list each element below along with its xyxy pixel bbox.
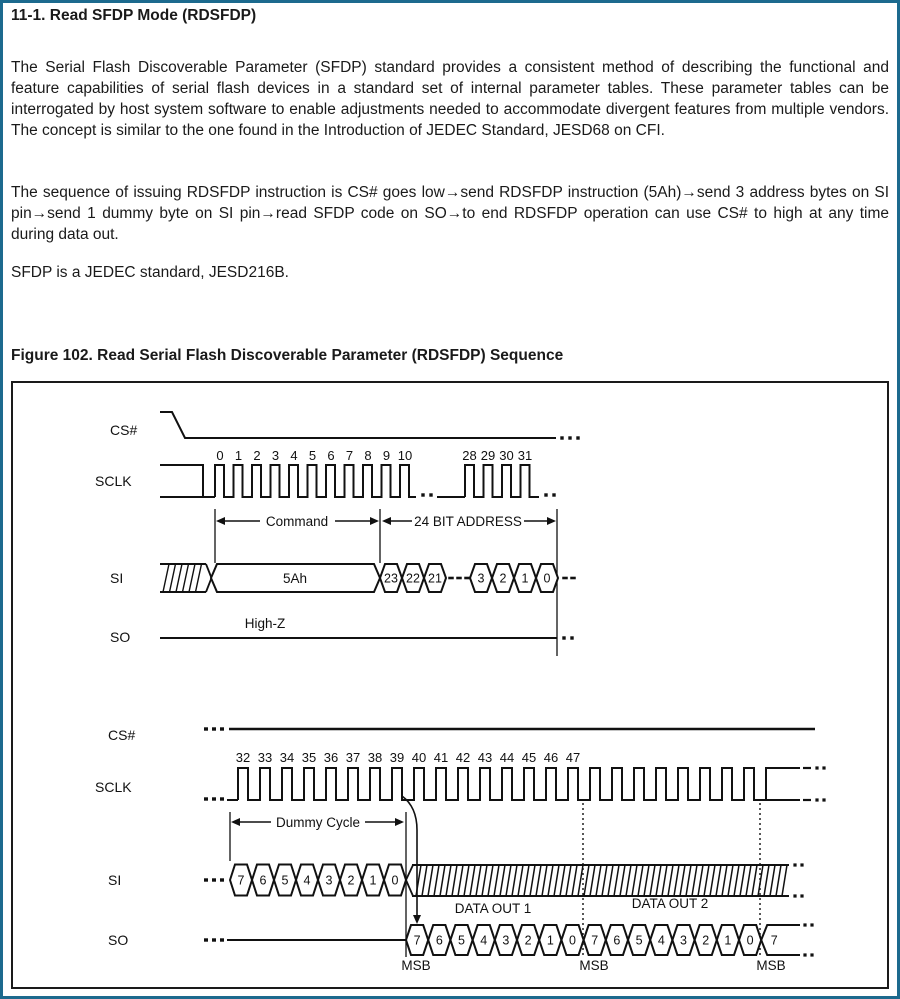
bit-cell-label: 22	[406, 571, 420, 586]
bit-cell-label: 23	[384, 571, 398, 586]
bit-cell	[318, 865, 340, 896]
panel1-sclk-signal	[95, 448, 556, 497]
clock-number: 37	[345, 750, 361, 765]
hatch-line	[434, 865, 439, 896]
hatch-line	[530, 865, 535, 896]
bit-cell	[296, 865, 318, 896]
hatch-line	[608, 865, 613, 896]
bit-cell-label: 3	[680, 933, 687, 948]
clock-number: 33	[257, 750, 273, 765]
continuation-dashes	[562, 577, 568, 580]
hatch-line	[578, 865, 583, 896]
hatch-line	[428, 865, 433, 896]
bit-cell	[672, 925, 694, 955]
continuation-dots	[815, 798, 818, 801]
bit-cell	[380, 564, 402, 592]
bit-cell	[695, 925, 717, 955]
paragraph-jedec-standard: SFDP is a JEDEC standard, JESD216B.	[11, 264, 289, 281]
hatch-line	[596, 865, 601, 896]
hatch-line	[163, 564, 169, 592]
bit-cell	[517, 925, 539, 955]
clock-number: 36	[323, 750, 339, 765]
signal-label-cs: CS#	[110, 422, 138, 438]
hatch-line	[746, 865, 751, 896]
bit-cell	[424, 564, 446, 592]
crossover	[406, 880, 413, 896]
hatch-line	[662, 865, 667, 896]
bit-cell	[384, 865, 406, 896]
continuation-dots	[800, 863, 803, 866]
bit-cell-label: 5	[281, 873, 289, 888]
continuation-dots	[793, 894, 796, 897]
bit-cell	[428, 925, 450, 955]
hatch-line	[614, 865, 619, 896]
clock-number: 6	[327, 448, 335, 463]
hatch-line	[626, 865, 631, 896]
continuation-dots	[204, 938, 208, 941]
bit-cell-label: 2	[499, 571, 507, 586]
hatch-line	[560, 865, 565, 896]
paragraph-rdsfdp-sequence: The sequence of issuing RDSFDP instruction is CS# goes low→send RDSFDP instruction (5Ah)→send 3 address bytes on SI pin→send 1 dummy byte on SI pin→read SFDP code on SO→to end RDSFDP operation can use CS# to high at any time during data out.	[11, 184, 889, 243]
sclk-train-a	[215, 465, 416, 497]
clock-number: 38	[367, 750, 383, 765]
hatch-line	[183, 564, 189, 592]
figure-frame	[11, 381, 889, 989]
bit-cell	[340, 865, 362, 896]
hatch-line	[728, 865, 733, 896]
bit-cell-label: 4	[657, 933, 665, 948]
continuation-dots	[212, 878, 216, 881]
continuation-dots	[552, 493, 555, 496]
hatch-line	[650, 865, 655, 896]
continuation-dots	[220, 727, 224, 730]
hatch-line	[770, 865, 775, 896]
hatch-line	[572, 865, 577, 896]
bit-cell-label: 3	[325, 873, 333, 888]
hatch-line	[764, 865, 769, 896]
continuation-dots	[562, 636, 565, 639]
bit-cell-label: 7	[591, 933, 599, 948]
sclk-train-b	[465, 465, 539, 497]
continuation-dots	[822, 798, 825, 801]
clock-number: 9	[382, 448, 391, 463]
bit-cell	[252, 865, 274, 896]
bit-cell-label: 0	[569, 933, 576, 948]
continuation-dots	[220, 797, 224, 800]
continuation-dots	[822, 766, 825, 769]
address-span-label: 24 BIT ADDRESS	[414, 514, 522, 529]
clock-number: 45	[521, 750, 537, 765]
hatch-line	[752, 865, 757, 896]
hatch-line	[506, 865, 511, 896]
panel1-si-signal	[110, 564, 576, 592]
clock-number: 47	[565, 750, 581, 765]
bit-cell	[606, 925, 628, 955]
crossover	[406, 865, 413, 880]
msb-label: MSB	[401, 958, 431, 973]
open-cell-bottom	[761, 940, 800, 955]
bit-cell	[739, 925, 761, 955]
clock-number: 40	[411, 750, 427, 765]
continuation-dots	[810, 923, 813, 926]
bit-cell-label: 1	[546, 933, 554, 948]
continuation-dots	[204, 727, 208, 730]
signal-label-si: SI	[110, 570, 124, 586]
continuation-dots	[810, 953, 813, 956]
hatch-line	[470, 865, 475, 896]
bit-cell	[492, 564, 514, 592]
clock-number: 39	[389, 750, 405, 765]
signal-label-sclk: SCLK	[95, 779, 132, 795]
open-cell-top	[761, 925, 800, 940]
continuation-dots	[212, 938, 216, 941]
command-cell-value: 5Ah	[282, 571, 308, 586]
dummy-cycle-label: Dummy Cycle	[275, 815, 361, 830]
hatch-line	[440, 865, 445, 896]
hatch-line	[482, 865, 487, 896]
data-out2-label: DATA OUT 2	[631, 896, 709, 911]
clock-number: 2	[253, 448, 261, 463]
bit-cell	[584, 925, 606, 955]
data-out1-label: DATA OUT 1	[454, 901, 532, 916]
clock-number: 35	[301, 750, 317, 765]
clock-number: 5	[308, 448, 317, 463]
gap-dashes	[464, 577, 470, 580]
bit-cell-label: 7	[237, 873, 245, 888]
msb-arrow-curve	[402, 796, 417, 916]
clock-number: 31	[517, 448, 533, 463]
hatch-line	[734, 865, 739, 896]
cs-trace	[160, 412, 556, 438]
command-span-label: Command	[265, 514, 329, 529]
sclk-train	[238, 768, 766, 800]
signal-label-cs: CS#	[108, 727, 136, 743]
continuation-dots	[204, 878, 208, 881]
hatch-line	[692, 865, 697, 896]
continuation-dots	[421, 493, 424, 496]
bit-cell-label: 2	[524, 933, 532, 948]
hatch-line	[518, 865, 523, 896]
clock-number: 28	[462, 448, 477, 463]
section-heading: 11-1. Read SFDP Mode (RDSFDP)	[11, 7, 257, 24]
continuation-dots	[793, 863, 796, 866]
hatch-line	[740, 865, 745, 896]
hatch-line	[686, 865, 691, 896]
bit-cell	[274, 865, 296, 896]
bit-cell	[230, 865, 252, 896]
signal-label-sclk: SCLK	[95, 473, 132, 489]
clock-number: 30	[499, 448, 514, 463]
hatch-line	[494, 865, 499, 896]
hatch-line	[704, 865, 709, 896]
hatch-line	[536, 865, 541, 896]
continuation-dots	[803, 923, 806, 926]
rdsfdp-timing-diagram	[13, 383, 887, 987]
hatch-line	[590, 865, 595, 896]
bit-cell-label: 3	[502, 933, 510, 948]
clock-number: 7	[345, 448, 354, 463]
bit-cell-label: 7	[770, 933, 778, 948]
hatch-line	[566, 865, 571, 896]
arrowhead	[547, 517, 556, 525]
clock-number: 1	[234, 448, 243, 463]
continuation-dots	[220, 938, 224, 941]
hatch-line	[710, 865, 715, 896]
hatch-line	[782, 865, 787, 896]
sclk-end-rise	[766, 768, 800, 800]
so-state-label: High-Z	[244, 616, 286, 631]
panel1-so-signal	[110, 616, 574, 645]
panel2-sclk-signal	[95, 750, 826, 802]
bit-cell	[495, 925, 517, 955]
hatch-line	[554, 865, 559, 896]
hatch-line	[548, 865, 553, 896]
hatch-line	[464, 865, 469, 896]
signal-label-so: SO	[110, 629, 131, 645]
hatch-line	[776, 865, 781, 896]
clock-number: 8	[364, 448, 372, 463]
gap-dashes	[456, 577, 462, 580]
figure-title: Figure 102. Read Serial Flash Discoverable Parameter (RDSFDP) Sequence	[11, 347, 564, 364]
bit-cell	[561, 925, 583, 955]
bit-cell	[717, 925, 739, 955]
bit-cell	[539, 925, 561, 955]
bit-cell-label: 5	[635, 933, 643, 948]
hatch-line	[716, 865, 721, 896]
continuation-dots	[576, 436, 579, 439]
hatch-line	[668, 865, 673, 896]
hatch-line	[189, 564, 195, 592]
panel2-si-signal	[108, 863, 804, 897]
hatch-line	[674, 865, 679, 896]
bit-cell-label: 1	[521, 571, 529, 586]
hatch-line	[452, 865, 457, 896]
continuation-dashes	[570, 577, 576, 580]
bit-cell-label: 3	[477, 571, 485, 586]
continuation-dots	[544, 493, 547, 496]
bit-cell-label: 0	[391, 873, 399, 888]
hatch-line	[476, 865, 481, 896]
msb-label: MSB	[756, 958, 786, 973]
clock-number: 0	[216, 448, 224, 463]
bit-cell-label: 6	[435, 933, 443, 948]
clock-number: 29	[480, 448, 496, 463]
bit-cell-label: 6	[613, 933, 621, 948]
panel1-cs-signal	[110, 412, 580, 440]
hatch-line	[584, 865, 589, 896]
continuation-dots	[212, 727, 216, 730]
signal-label-si: SI	[108, 872, 122, 888]
hatch-line	[500, 865, 505, 896]
arrowhead	[370, 517, 379, 525]
continuation-dots	[815, 766, 818, 769]
hatch-line	[644, 865, 649, 896]
clock-number: 10	[397, 448, 413, 463]
panel2-so-signal	[108, 896, 814, 973]
bit-cell-label: 6	[259, 873, 267, 888]
bit-cell-label: 1	[724, 933, 732, 948]
hatch-line	[656, 865, 661, 896]
hatch-line	[512, 865, 517, 896]
arrowhead	[395, 818, 404, 826]
arrowhead	[413, 915, 421, 924]
bit-cell	[650, 925, 672, 955]
continuation-dots	[560, 436, 563, 439]
clock-number: 41	[433, 750, 449, 765]
clock-number: 46	[543, 750, 559, 765]
continuation-dots	[568, 436, 571, 439]
hatch-line	[176, 564, 182, 592]
hatch-line	[698, 865, 703, 896]
continuation-dots	[212, 797, 216, 800]
hatch-line	[446, 865, 451, 896]
hatch-line	[542, 865, 547, 896]
hatch-line	[722, 865, 727, 896]
hatch-line	[488, 865, 493, 896]
hatch-line	[602, 865, 607, 896]
bit-cell	[470, 564, 492, 592]
bit-cell-label: 1	[369, 873, 377, 888]
paragraph-sfdp-intro: The Serial Flash Discoverable Parameter (SFDP) standard provides a consistent method of describing the functional and feature capabilities of serial flash devices in a standard set of internal parameter tables. These parameter tables can be interrogated by host system software to enable adjustments needed to accommodate divergent features from multiple vendors. The concept is similar to the one found in the Introduction of JEDEC Standard, JESD68 on CFI.	[11, 59, 889, 139]
clock-number: 3	[271, 448, 280, 463]
continuation-dots	[204, 797, 208, 800]
gap-dashes	[448, 577, 454, 580]
sclk-idle	[160, 465, 203, 497]
bit-cell-label: 4	[303, 873, 311, 888]
continuation-dots	[803, 953, 806, 956]
bit-cell	[628, 925, 650, 955]
hatch-line	[196, 564, 202, 592]
bit-cell-label: 5	[458, 933, 465, 948]
bit-cell	[536, 564, 558, 592]
bit-cell	[514, 564, 536, 592]
bit-cell-label: 2	[702, 933, 710, 948]
clock-number: 34	[279, 750, 295, 765]
clock-number: 4	[290, 448, 298, 463]
bit-cell-label: 2	[347, 873, 355, 888]
continuation-dots	[570, 636, 573, 639]
bit-cell	[402, 564, 424, 592]
bit-cell	[450, 925, 472, 955]
hatch-line	[458, 865, 463, 896]
bit-cell-label: 7	[413, 933, 421, 948]
bit-cell-label: 0	[746, 933, 754, 948]
bit-cell	[362, 865, 384, 896]
signal-label-so: SO	[108, 932, 129, 948]
continuation-dots	[429, 493, 432, 496]
bit-cell	[473, 925, 495, 955]
bit-cell-label: 4	[480, 933, 488, 948]
hatch-line	[422, 865, 427, 896]
clock-number: 44	[499, 750, 515, 765]
continuation-dots	[800, 894, 803, 897]
hatch-line	[170, 564, 176, 592]
hatch-line	[620, 865, 625, 896]
continuation-dots	[220, 878, 224, 881]
bit-cell	[406, 925, 428, 955]
clock-number: 42	[455, 750, 471, 765]
hatch-line	[680, 865, 685, 896]
hatch-line	[632, 865, 637, 896]
clock-number: 32	[235, 750, 251, 765]
panel2-cs-signal	[108, 727, 815, 743]
clock-number: 43	[477, 750, 493, 765]
hatch-line	[638, 865, 643, 896]
bit-cell-label: 0	[543, 571, 551, 586]
panel2-msb-arrow	[402, 796, 421, 924]
bit-cell-label: 21	[428, 571, 442, 586]
msb-label: MSB	[579, 958, 609, 973]
hatch-line	[524, 865, 529, 896]
